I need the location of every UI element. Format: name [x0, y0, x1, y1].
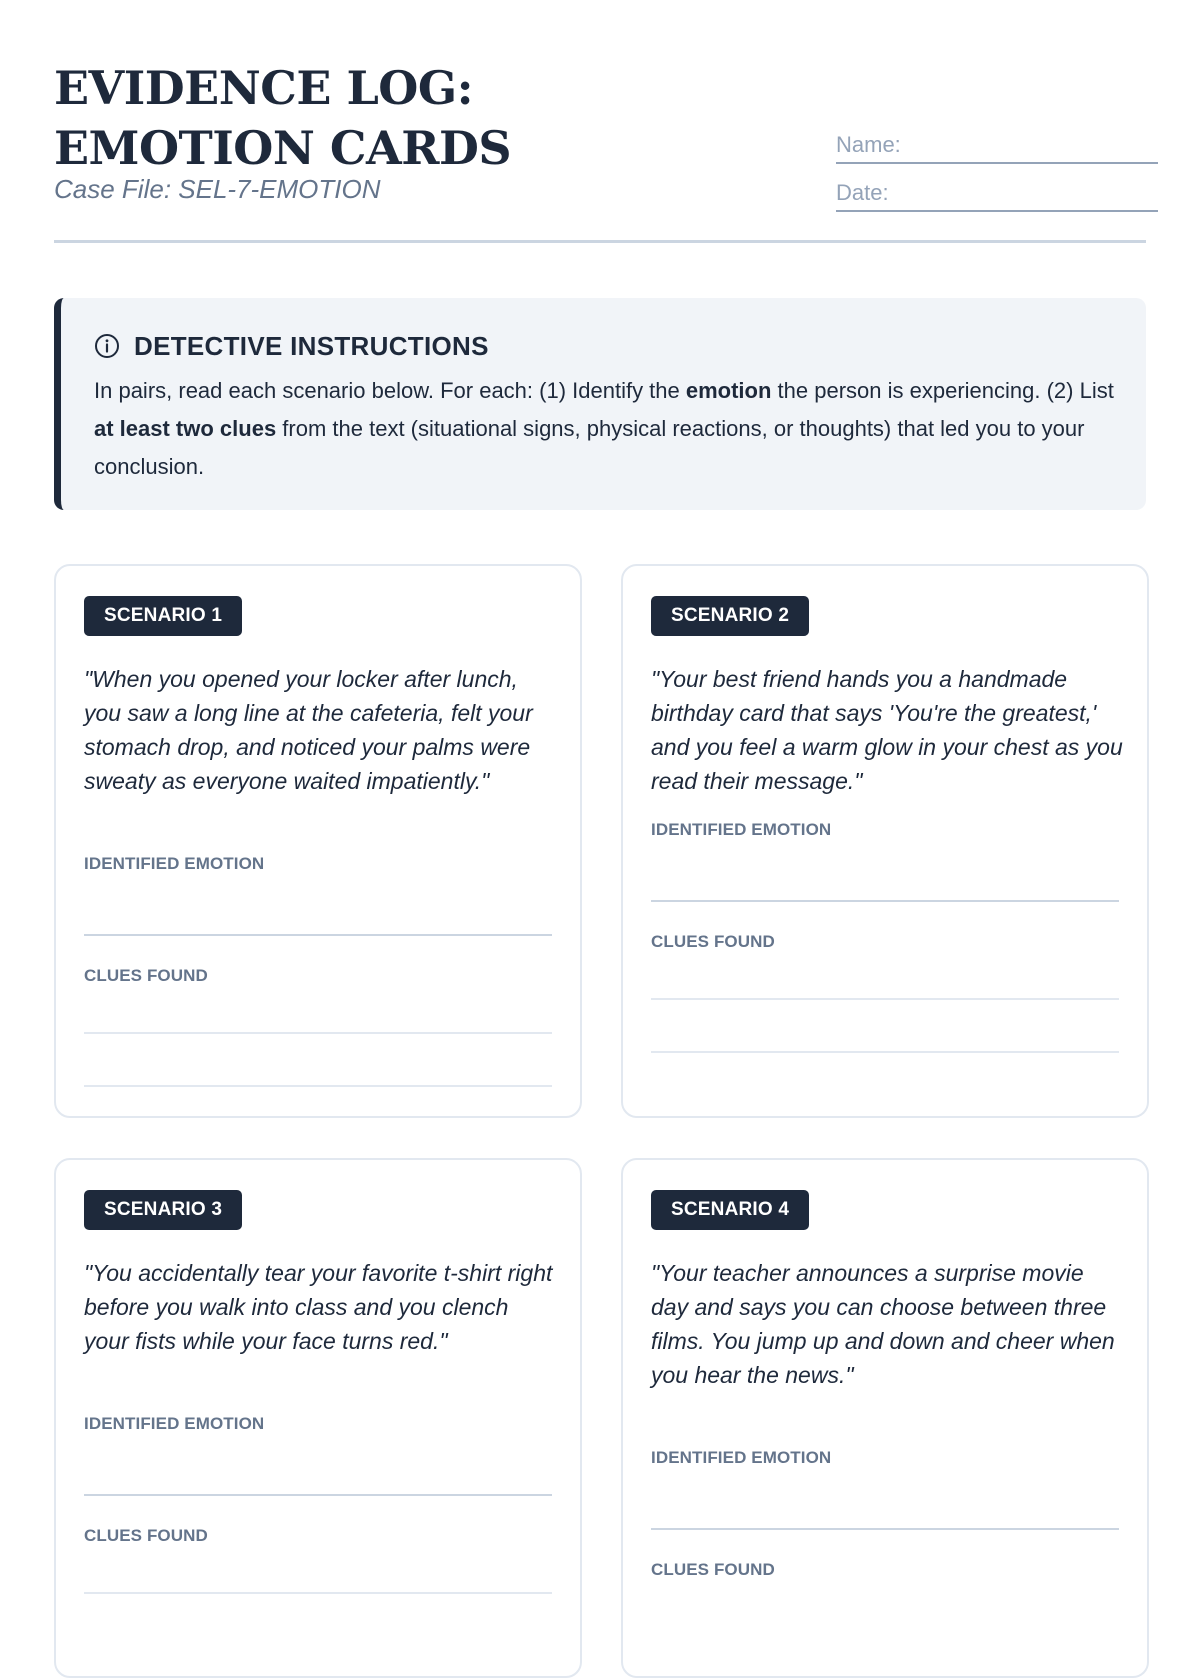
identified-emotion-label: IDENTIFIED EMOTION	[84, 854, 265, 873]
clue-answer-line-2[interactable]	[84, 1085, 552, 1087]
clue-answer-line-1[interactable]	[84, 1032, 552, 1034]
scenario-badge: SCENARIO 1	[84, 596, 242, 636]
header	[54, 58, 1146, 248]
clue-answer-line-1[interactable]	[84, 1592, 552, 1594]
page-title: EVIDENCE LOG: EMOTION CARDS	[54, 61, 512, 175]
instructions-heading	[94, 328, 489, 364]
scenario-badge: SCENARIO 2	[651, 596, 809, 636]
scenario-text: "Your best friend hands you a handmade birthday card that says 'You're the greatest,' and you feel a warm glow in your chest as you read their message."	[651, 666, 1123, 794]
case-file-label: Case File: SEL-7-EMOTION	[54, 174, 381, 204]
header-divider	[54, 240, 1146, 243]
instructions-text-part: the person is experiencing. (2) List	[771, 378, 1114, 403]
instructions-emphasis: at least two clues	[94, 416, 277, 441]
clues-found-label: CLUES FOUND	[651, 932, 775, 951]
identified-emotion-answer-line[interactable]	[651, 900, 1119, 902]
scenario-text: "You accidentally tear your favorite t-shirt right before you walk into class and you clench your fists while your face turns red."	[84, 1260, 553, 1354]
instructions-title: DETECTIVE INSTRUCTIONS	[134, 330, 489, 361]
scenario-text: "When you opened your locker after lunch, you saw a long line at the cafeteria, felt your stomach drop, and noticed your palms were sweaty as everyone waited impatiently."	[84, 666, 533, 794]
name-field[interactable]: Name:	[836, 132, 1158, 164]
clue-answer-line-2[interactable]	[651, 1051, 1119, 1053]
identified-emotion-label: IDENTIFIED EMOTION	[651, 1448, 832, 1467]
clues-found-label: CLUES FOUND	[651, 1560, 775, 1579]
clues-found-label: CLUES FOUND	[84, 966, 208, 985]
scenario-text: "Your teacher announces a surprise movie day and says you can choose between three films. You jump up and down and cheer when you hear the news."	[651, 1260, 1115, 1388]
identified-emotion-answer-line[interactable]	[84, 934, 552, 936]
clues-found-label: CLUES FOUND	[84, 1526, 208, 1545]
scenario-badge: SCENARIO 3	[84, 1190, 242, 1230]
identified-emotion-answer-line[interactable]	[84, 1494, 552, 1496]
identified-emotion-answer-line[interactable]	[651, 1528, 1119, 1530]
date-field[interactable]: Date:	[836, 180, 1158, 212]
instructions-text	[94, 372, 1124, 486]
info-icon	[94, 333, 120, 359]
identified-emotion-label: IDENTIFIED EMOTION	[651, 820, 832, 839]
scenario-badge: SCENARIO 4	[651, 1190, 809, 1230]
scenario-card-4	[621, 1158, 1149, 1678]
instructions-emphasis: emotion	[685, 378, 772, 403]
clue-answer-line-1[interactable]	[651, 998, 1119, 1000]
instructions-text-part: from the text (situational signs, physical reactions, or thoughts) that led you to your conclusion.	[94, 416, 1085, 479]
instructions-panel	[54, 298, 1146, 510]
scenario-card-3	[54, 1158, 582, 1678]
scenario-card-2	[621, 564, 1149, 1118]
identified-emotion-label: IDENTIFIED EMOTION	[84, 1414, 265, 1433]
scenario-card-1	[54, 564, 582, 1118]
instructions-text-part: In pairs, read each scenario below. For each: (1) Identify the	[94, 378, 686, 403]
